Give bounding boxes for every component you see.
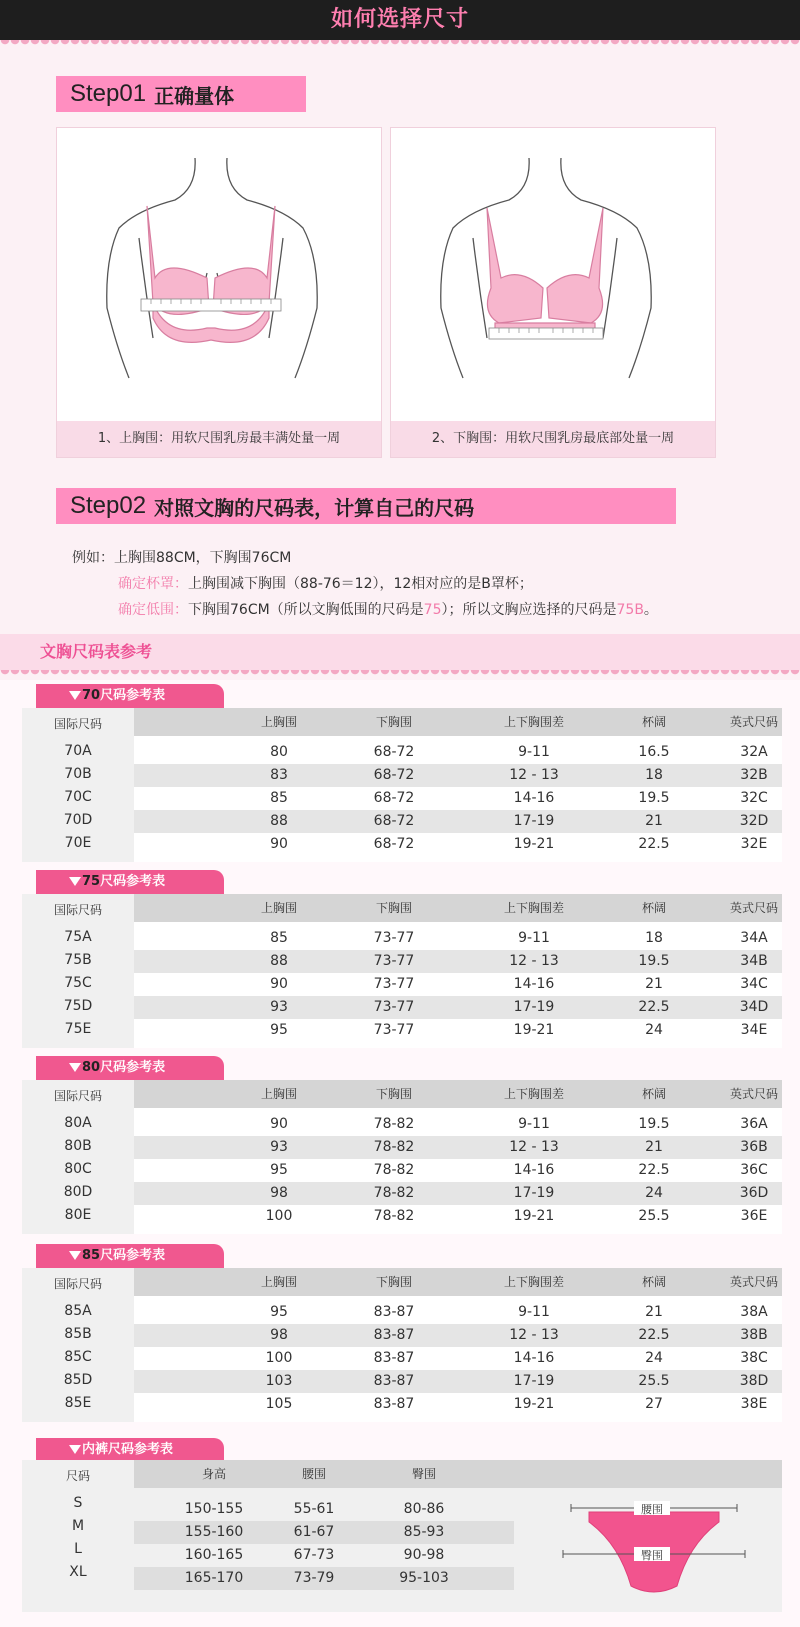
table-row bbox=[134, 833, 782, 856]
cup-text: 上胸围减下胸围（88-76＝12），12相对应的是B罩杯； bbox=[188, 576, 533, 592]
table-cell: 90 bbox=[270, 976, 288, 992]
table-cell: 14-16 bbox=[513, 1350, 555, 1366]
triangle-down-icon bbox=[69, 691, 81, 700]
intl-size: 85A bbox=[64, 1303, 92, 1319]
header-cell: 下胸围 bbox=[375, 1275, 412, 1289]
table-cell: 12 - 13 bbox=[509, 1327, 559, 1343]
table-cell: 9-11 bbox=[518, 1304, 550, 1320]
table-row bbox=[134, 950, 782, 973]
table-cell: 100 bbox=[265, 1208, 293, 1224]
pants-body bbox=[134, 1488, 782, 1612]
table-cell: 22.5 bbox=[638, 1162, 670, 1178]
table-cell: 83-87 bbox=[373, 1327, 415, 1343]
table-cell: 27 bbox=[645, 1396, 663, 1412]
intl-size: 70A bbox=[64, 743, 92, 759]
header-row bbox=[134, 1268, 782, 1296]
table-cell: 36E bbox=[740, 1208, 768, 1224]
step2-label: Step02 bbox=[70, 492, 147, 519]
intl-size: 75D bbox=[63, 998, 93, 1014]
table-row bbox=[134, 1498, 514, 1521]
table-cell: 36B bbox=[740, 1139, 768, 1155]
pants-hip-l: 90-98 bbox=[403, 1547, 445, 1563]
table-cell: 25.5 bbox=[638, 1373, 670, 1389]
table-cell: 9-11 bbox=[518, 930, 550, 946]
size-table-70 bbox=[22, 708, 782, 862]
table-cell: 36A bbox=[740, 1116, 768, 1132]
band-text-1: 下胸围76CM（所以文胸低围的尺码是 bbox=[188, 602, 424, 618]
table-cell: 83 bbox=[270, 767, 288, 783]
pants-hip-s: 80-86 bbox=[403, 1501, 445, 1517]
step2-banner bbox=[56, 488, 676, 524]
pants-height-m: 155-160 bbox=[184, 1524, 244, 1540]
pants-size-column bbox=[22, 1460, 134, 1612]
table-cell: 98 bbox=[270, 1185, 288, 1201]
header-cell: 杯阔 bbox=[641, 1275, 666, 1289]
table-cell: 68-72 bbox=[373, 836, 415, 852]
table-cell: 85 bbox=[270, 790, 288, 806]
table-cell: 78-82 bbox=[373, 1208, 415, 1224]
lace-divider bbox=[0, 40, 800, 50]
header-cell: 杯阔 bbox=[641, 1087, 666, 1101]
triangle-down-icon bbox=[69, 1445, 81, 1454]
diagram-hip-label: 臀围 bbox=[641, 1549, 663, 1562]
pants-size-xl: XL bbox=[69, 1564, 87, 1580]
pants-hip-xl: 95-103 bbox=[399, 1570, 449, 1586]
figure-caption-lower: 2、下胸围：用软尺围乳房最底部处量一周 bbox=[391, 421, 715, 457]
table-cell: 21 bbox=[645, 813, 663, 829]
table-row bbox=[134, 810, 782, 833]
table-cell: 19-21 bbox=[513, 1396, 555, 1412]
table-row bbox=[134, 1182, 782, 1205]
example-line-band bbox=[72, 597, 658, 623]
intl-size: 75C bbox=[64, 975, 92, 991]
table-cell: 19.5 bbox=[638, 790, 670, 806]
table-cell: 93 bbox=[270, 1139, 288, 1155]
table-cell: 73-77 bbox=[373, 930, 415, 946]
size-table-80 bbox=[22, 1080, 782, 1234]
intl-size-column bbox=[22, 1268, 134, 1422]
table-cell: 12 - 13 bbox=[509, 953, 559, 969]
table-cell: 32C bbox=[740, 790, 768, 806]
table-cell: 21 bbox=[645, 1304, 663, 1320]
table-cell: 38B bbox=[740, 1327, 768, 1343]
header-cell: 上下胸围差 bbox=[503, 901, 564, 915]
table-row bbox=[134, 1347, 782, 1370]
table-cell: 32A bbox=[740, 744, 768, 760]
pants-waist-xl: 73-79 bbox=[293, 1570, 335, 1586]
table-row bbox=[134, 741, 782, 764]
table-cell: 38E bbox=[740, 1396, 768, 1412]
pants-height-s: 150-155 bbox=[184, 1501, 244, 1517]
table-cell: 14-16 bbox=[513, 1162, 555, 1178]
table-cell: 83-87 bbox=[373, 1350, 415, 1366]
header-cell: 上胸围 bbox=[260, 901, 297, 915]
table-cell: 14-16 bbox=[513, 976, 555, 992]
table-cell: 83-87 bbox=[373, 1304, 415, 1320]
table-cell: 17-19 bbox=[513, 1373, 555, 1389]
table-cell: 24 bbox=[645, 1022, 663, 1038]
table-cell: 78-82 bbox=[373, 1162, 415, 1178]
intl-size: 80E bbox=[64, 1207, 92, 1223]
table-cell: 24 bbox=[645, 1350, 663, 1366]
table-cell: 12 - 13 bbox=[509, 1139, 559, 1155]
table-cell: 105 bbox=[265, 1396, 293, 1412]
pants-header-height: 身高 bbox=[201, 1467, 226, 1481]
diagram-waist-label: 腰围 bbox=[641, 1503, 663, 1516]
table-row bbox=[134, 973, 782, 996]
table-cell: 80 bbox=[270, 744, 288, 760]
table-row bbox=[134, 787, 782, 810]
pants-header-hip: 臀围 bbox=[411, 1467, 436, 1481]
intl-size: 75B bbox=[64, 952, 92, 968]
band-label: 确定低围： bbox=[118, 602, 188, 618]
table-body bbox=[134, 1296, 782, 1422]
pants-waist-s: 55-61 bbox=[293, 1501, 335, 1517]
header-cell: 杯阔 bbox=[641, 901, 666, 915]
table-row bbox=[134, 996, 782, 1019]
table-row bbox=[134, 1521, 514, 1544]
header-cell: 上胸围 bbox=[260, 715, 297, 729]
intl-size: 85E bbox=[64, 1395, 92, 1411]
intl-size: 75A bbox=[64, 929, 92, 945]
reference-title: 文胸尺码表参考 bbox=[40, 642, 153, 661]
tag-label: 尺码参考表 bbox=[100, 874, 166, 889]
table-cell: 68-72 bbox=[373, 790, 415, 806]
table-row bbox=[134, 1205, 782, 1228]
header-cell: 英式尺码 bbox=[729, 715, 778, 729]
table-cell: 19.5 bbox=[638, 953, 670, 969]
size-table-tag-70 bbox=[36, 684, 224, 708]
header-intl-size: 国际尺码 bbox=[53, 1089, 102, 1103]
pants-table-tag bbox=[36, 1438, 224, 1462]
table-cell: 9-11 bbox=[518, 744, 550, 760]
triangle-down-icon bbox=[69, 1063, 81, 1072]
table-cell: 95 bbox=[270, 1304, 288, 1320]
tag-number: 70 bbox=[82, 688, 101, 703]
table-cell: 34C bbox=[740, 976, 768, 992]
table-row bbox=[134, 1019, 782, 1042]
page-title: 如何选择尺寸 bbox=[330, 7, 469, 32]
figure-upper-bust bbox=[56, 127, 382, 458]
lower-bust-illustration bbox=[391, 128, 717, 423]
table-cell: 17-19 bbox=[513, 813, 555, 829]
table-cell: 34D bbox=[739, 999, 769, 1015]
table-cell: 73-77 bbox=[373, 976, 415, 992]
pants-size-table bbox=[22, 1460, 782, 1612]
table-cell: 78-82 bbox=[373, 1139, 415, 1155]
table-cell: 19-21 bbox=[513, 836, 555, 852]
table-row bbox=[134, 927, 782, 950]
table-row bbox=[134, 1136, 782, 1159]
table-cell: 19.5 bbox=[638, 1116, 670, 1132]
pants-tag-label: 内裤尺码参考表 bbox=[82, 1442, 174, 1457]
table-cell: 32E bbox=[740, 836, 768, 852]
table-cell: 34A bbox=[740, 930, 768, 946]
intl-size: 80D bbox=[63, 1184, 93, 1200]
figure-caption-upper: 1、上胸围：用软尺围乳房最丰满处量一周 bbox=[57, 421, 381, 457]
band-text-2: ）；所以文胸应选择的尺码是 bbox=[441, 602, 617, 618]
header-cell: 杯阔 bbox=[641, 715, 666, 729]
table-cell: 25.5 bbox=[638, 1208, 670, 1224]
pants-height-l: 160-165 bbox=[184, 1547, 244, 1563]
header-cell: 上下胸围差 bbox=[503, 1087, 564, 1101]
table-row bbox=[134, 1567, 514, 1590]
tag-number: 80 bbox=[82, 1060, 101, 1075]
header-cell: 下胸围 bbox=[375, 901, 412, 915]
intl-size: 70D bbox=[63, 812, 93, 828]
table-cell: 19-21 bbox=[513, 1022, 555, 1038]
table-cell: 68-72 bbox=[373, 813, 415, 829]
table-cell: 9-11 bbox=[518, 1116, 550, 1132]
pants-header-row bbox=[134, 1460, 782, 1488]
table-cell: 18 bbox=[645, 930, 663, 946]
intl-size-column bbox=[22, 894, 134, 1048]
header-cell: 上下胸围差 bbox=[503, 1275, 564, 1289]
table-cell: 103 bbox=[265, 1373, 293, 1389]
table-cell: 17-19 bbox=[513, 1185, 555, 1201]
table-cell: 73-77 bbox=[373, 999, 415, 1015]
header-cell: 上胸围 bbox=[260, 1087, 297, 1101]
intl-size: 75E bbox=[64, 1021, 92, 1037]
table-cell: 12 - 13 bbox=[509, 767, 559, 783]
table-cell: 95 bbox=[270, 1162, 288, 1178]
table-cell: 100 bbox=[265, 1350, 293, 1366]
header-row bbox=[134, 894, 782, 922]
tag-label: 尺码参考表 bbox=[100, 688, 166, 703]
header-intl-size: 国际尺码 bbox=[53, 1277, 102, 1291]
size-value: 75B bbox=[616, 602, 644, 618]
intl-size: 80A bbox=[64, 1115, 92, 1131]
table-cell: 73-77 bbox=[373, 953, 415, 969]
table-cell: 68-72 bbox=[373, 767, 415, 783]
intl-size-column bbox=[22, 1080, 134, 1234]
table-cell: 68-72 bbox=[373, 744, 415, 760]
header-cell: 上胸围 bbox=[260, 1275, 297, 1289]
intl-size: 85D bbox=[63, 1372, 93, 1388]
table-cell: 22.5 bbox=[638, 999, 670, 1015]
header-cell: 英式尺码 bbox=[729, 1087, 778, 1101]
lace-divider-2 bbox=[0, 670, 800, 680]
table-cell: 19-21 bbox=[513, 1208, 555, 1224]
table-cell: 90 bbox=[270, 836, 288, 852]
pants-header-size: 尺码 bbox=[65, 1469, 90, 1483]
pants-header-waist: 腰围 bbox=[301, 1467, 326, 1481]
tag-label: 尺码参考表 bbox=[100, 1060, 166, 1075]
table-cell: 32D bbox=[739, 813, 769, 829]
example-line-1: 例如：上胸围88CM，下胸围76CM bbox=[72, 550, 292, 566]
table-cell: 88 bbox=[270, 953, 288, 969]
underwear-diagram bbox=[559, 1494, 749, 1604]
table-row bbox=[134, 1159, 782, 1182]
header-cell: 下胸围 bbox=[375, 715, 412, 729]
table-body bbox=[134, 736, 782, 862]
table-cell: 38C bbox=[740, 1350, 768, 1366]
reference-band bbox=[0, 634, 800, 670]
table-row bbox=[134, 1393, 782, 1416]
step1-banner bbox=[56, 76, 306, 112]
table-cell: 22.5 bbox=[638, 836, 670, 852]
size-table-85 bbox=[22, 1268, 782, 1422]
tag-number: 75 bbox=[82, 874, 101, 889]
size-table-tag-85 bbox=[36, 1244, 224, 1268]
table-cell: 98 bbox=[270, 1327, 288, 1343]
intl-size: 85C bbox=[64, 1349, 92, 1365]
table-cell: 18 bbox=[645, 767, 663, 783]
band-value: 75 bbox=[423, 602, 442, 618]
table-cell: 38D bbox=[739, 1373, 769, 1389]
pants-size-l: L bbox=[74, 1541, 82, 1557]
step1-title: 正确量体 bbox=[154, 83, 235, 108]
triangle-down-icon bbox=[69, 1251, 81, 1260]
intl-size: 80C bbox=[64, 1161, 92, 1177]
table-row bbox=[134, 1113, 782, 1136]
table-cell: 36D bbox=[739, 1185, 769, 1201]
pants-waist-l: 67-73 bbox=[293, 1547, 335, 1563]
table-cell: 32B bbox=[740, 767, 768, 783]
intl-size: 80B bbox=[64, 1138, 92, 1154]
header-row bbox=[134, 708, 782, 736]
table-cell: 21 bbox=[645, 976, 663, 992]
header-cell: 下胸围 bbox=[375, 1087, 412, 1101]
table-cell: 78-82 bbox=[373, 1185, 415, 1201]
example-block bbox=[72, 545, 658, 623]
pants-size-s: S bbox=[73, 1495, 83, 1511]
header-intl-size: 国际尺码 bbox=[53, 903, 102, 917]
band-text-3: 。 bbox=[643, 602, 658, 618]
page-header bbox=[0, 0, 800, 40]
table-cell: 85 bbox=[270, 930, 288, 946]
pants-height-xl: 165-170 bbox=[184, 1570, 244, 1586]
table-cell: 88 bbox=[270, 813, 288, 829]
table-cell: 36C bbox=[740, 1162, 768, 1178]
tag-number: 85 bbox=[82, 1248, 101, 1263]
triangle-down-icon bbox=[69, 877, 81, 886]
table-cell: 95 bbox=[270, 1022, 288, 1038]
pants-waist-m: 61-67 bbox=[293, 1524, 335, 1540]
table-row bbox=[134, 1301, 782, 1324]
intl-size: 85B bbox=[64, 1326, 92, 1342]
table-cell: 14-16 bbox=[513, 790, 555, 806]
table-cell: 83-87 bbox=[373, 1396, 415, 1412]
table-cell: 78-82 bbox=[373, 1116, 415, 1132]
table-row bbox=[134, 1324, 782, 1347]
header-cell: 英式尺码 bbox=[729, 1275, 778, 1289]
intl-size-column bbox=[22, 708, 134, 862]
table-body bbox=[134, 1108, 782, 1234]
table-row bbox=[134, 1544, 514, 1567]
pants-hip-m: 85-93 bbox=[403, 1524, 445, 1540]
tag-label: 尺码参考表 bbox=[100, 1248, 166, 1263]
size-table-tag-80 bbox=[36, 1056, 224, 1080]
table-cell: 34B bbox=[740, 953, 768, 969]
example-line-cup bbox=[72, 571, 658, 597]
header-row bbox=[134, 1080, 782, 1108]
table-cell: 93 bbox=[270, 999, 288, 1015]
size-table-tag-75 bbox=[36, 870, 224, 894]
table-cell: 73-77 bbox=[373, 1022, 415, 1038]
table-cell: 16.5 bbox=[638, 744, 670, 760]
step1-label: Step01 bbox=[70, 80, 147, 107]
table-cell: 38A bbox=[740, 1304, 768, 1320]
table-cell: 90 bbox=[270, 1116, 288, 1132]
pants-size-m: M bbox=[71, 1518, 85, 1534]
cup-label: 确定杯罩： bbox=[118, 576, 188, 592]
header-cell: 英式尺码 bbox=[729, 901, 778, 915]
table-body bbox=[134, 922, 782, 1048]
intl-size: 70E bbox=[64, 835, 92, 851]
table-cell: 34E bbox=[740, 1022, 768, 1038]
table-row bbox=[134, 764, 782, 787]
step2-title: 对照文胸的尺码表，计算自己的尺码 bbox=[154, 495, 475, 520]
intl-size: 70C bbox=[64, 789, 92, 805]
table-cell: 83-87 bbox=[373, 1373, 415, 1389]
upper-bust-illustration bbox=[57, 128, 383, 423]
table-row bbox=[134, 1370, 782, 1393]
table-cell: 22.5 bbox=[638, 1327, 670, 1343]
table-cell: 21 bbox=[645, 1139, 663, 1155]
header-cell: 上下胸围差 bbox=[503, 715, 564, 729]
header-intl-size: 国际尺码 bbox=[53, 717, 102, 731]
table-cell: 24 bbox=[645, 1185, 663, 1201]
size-table-75 bbox=[22, 894, 782, 1048]
table-cell: 17-19 bbox=[513, 999, 555, 1015]
figure-lower-bust bbox=[390, 127, 716, 458]
intl-size: 70B bbox=[64, 766, 92, 782]
